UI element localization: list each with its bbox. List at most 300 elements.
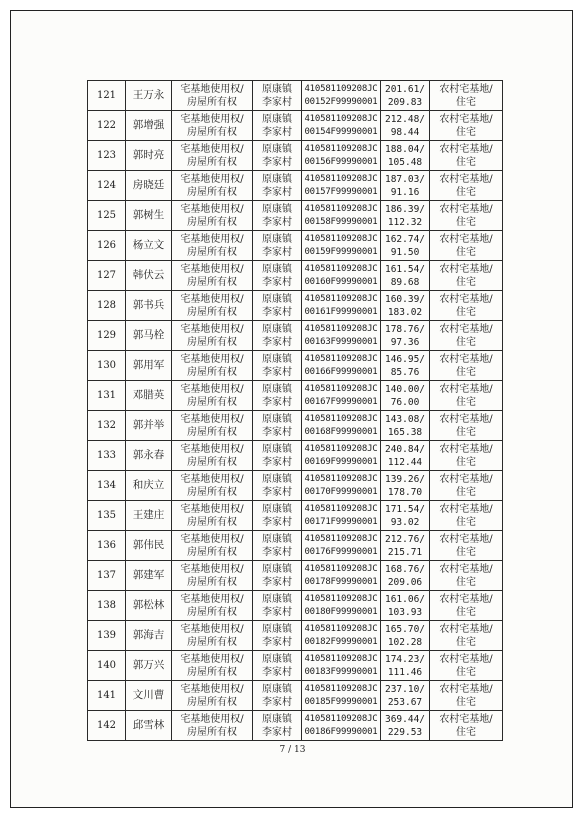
location-text: 原康镇: [262, 413, 292, 425]
parcel-code-cell: [302, 381, 381, 411]
land-use-text: 住宅: [456, 636, 476, 648]
area-text: 89.68: [390, 276, 420, 288]
table-row: [88, 381, 503, 411]
location-text: 原康镇: [262, 563, 292, 575]
right-type-text: 房屋所有权: [187, 606, 237, 618]
parcel-code-text: 410581109208JC: [304, 83, 378, 94]
right-type-text: 房屋所有权: [187, 156, 237, 168]
location-text: 原康镇: [262, 173, 292, 185]
land-use-cell: [430, 681, 503, 711]
land-use-text: 农村宅基地/: [439, 383, 493, 395]
area-text: 91.16: [390, 186, 420, 198]
land-use-cell: [430, 291, 503, 321]
land-use-cell: [430, 321, 503, 351]
right-type-text: 宅基地使用权/: [180, 293, 244, 305]
table-row: [88, 201, 503, 231]
owner-name-text: 房晓廷: [132, 179, 165, 191]
area-text: 209.83: [387, 96, 423, 108]
parcel-code-text: 00180F99990001: [304, 606, 378, 617]
table-row: [88, 681, 503, 711]
land-use-text: 住宅: [456, 486, 476, 498]
right-type-cell: [172, 681, 253, 711]
row-number-cell: [88, 291, 126, 321]
parcel-code-text: 00157F99990001: [304, 186, 378, 197]
area-cell: [381, 291, 430, 321]
land-use-text: 农村宅基地/: [439, 443, 493, 455]
right-type-text: 宅基地使用权/: [180, 113, 244, 125]
land-use-cell: [430, 201, 503, 231]
land-use-cell: [430, 651, 503, 681]
location-text: 李家村: [262, 396, 292, 408]
owner-name-cell: [126, 441, 172, 471]
table-row: [88, 411, 503, 441]
land-use-cell: [430, 561, 503, 591]
right-type-text: 宅基地使用权/: [180, 413, 244, 425]
location-text: 原康镇: [262, 443, 292, 455]
land-use-cell: [430, 711, 503, 741]
area-cell: [381, 471, 430, 501]
parcel-code-cell: [302, 621, 381, 651]
area-cell: [381, 441, 430, 471]
table-row: [88, 321, 503, 351]
row-number-cell: [88, 711, 126, 741]
right-type-text: 房屋所有权: [187, 636, 237, 648]
owner-name-cell: [126, 171, 172, 201]
right-type-text: 宅基地使用权/: [180, 203, 244, 215]
parcel-code-cell: [302, 411, 381, 441]
right-type-cell: [172, 351, 253, 381]
location-text: 李家村: [262, 246, 292, 258]
parcel-code-text: 410581109208JC: [304, 713, 378, 724]
area-text: 212.76/: [384, 533, 426, 545]
parcel-code-text: 00152F99990001: [304, 96, 378, 107]
land-use-text: 农村宅基地/: [439, 113, 493, 125]
area-text: 188.04/: [384, 143, 426, 155]
right-type-cell: [172, 141, 253, 171]
row-number-cell: [88, 201, 126, 231]
row-number-text: 142: [96, 720, 117, 731]
land-use-cell: [430, 591, 503, 621]
table-row: [88, 711, 503, 741]
owner-name-cell: [126, 111, 172, 141]
parcel-code-cell: [302, 261, 381, 291]
location-text: 李家村: [262, 636, 292, 648]
row-number-text: 128: [96, 300, 117, 311]
location-cell: [253, 81, 302, 111]
location-cell: [253, 231, 302, 261]
area-text: 97.36: [390, 336, 420, 348]
location-text: 李家村: [262, 606, 292, 618]
row-number-cell: [88, 261, 126, 291]
parcel-code-cell: [302, 81, 381, 111]
land-use-text: 农村宅基地/: [439, 563, 493, 575]
parcel-code-cell: [302, 141, 381, 171]
area-text: 160.39/: [384, 293, 426, 305]
row-number-cell: [88, 591, 126, 621]
location-text: 李家村: [262, 516, 292, 528]
location-text: 李家村: [262, 126, 292, 138]
owner-name-text: 郭马栓: [132, 329, 165, 341]
location-cell: [253, 441, 302, 471]
right-type-cell: [172, 81, 253, 111]
row-number-text: 138: [96, 600, 117, 611]
parcel-code-text: 410581109208JC: [304, 353, 378, 364]
location-cell: [253, 591, 302, 621]
right-type-text: 房屋所有权: [187, 726, 237, 738]
owner-name-text: 文川曹: [132, 689, 165, 701]
area-text: 178.76/: [384, 323, 426, 335]
area-cell: [381, 81, 430, 111]
table-row: [88, 291, 503, 321]
location-cell: [253, 471, 302, 501]
land-use-text: 住宅: [456, 456, 476, 468]
row-number-cell: [88, 111, 126, 141]
land-use-text: 农村宅基地/: [439, 143, 493, 155]
right-type-cell: [172, 411, 253, 441]
land-use-cell: [430, 441, 503, 471]
area-text: 240.84/: [384, 443, 426, 455]
right-type-cell: [172, 381, 253, 411]
location-cell: [253, 261, 302, 291]
area-text: 93.02: [390, 516, 420, 528]
location-text: 李家村: [262, 546, 292, 558]
parcel-code-cell: [302, 321, 381, 351]
land-use-cell: [430, 411, 503, 441]
row-number-cell: [88, 231, 126, 261]
area-text: 111.46: [387, 666, 423, 678]
parcel-code-cell: [302, 711, 381, 741]
location-text: 李家村: [262, 216, 292, 228]
location-cell: [253, 621, 302, 651]
right-type-text: 房屋所有权: [187, 426, 237, 438]
right-type-text: 房屋所有权: [187, 516, 237, 528]
owner-name-text: 郭万兴: [132, 659, 165, 671]
row-number-text: 141: [96, 690, 117, 701]
row-number-text: 126: [96, 240, 117, 251]
land-use-cell: [430, 171, 503, 201]
property-register-table: [87, 80, 503, 741]
land-use-text: 住宅: [456, 396, 476, 408]
right-type-text: 房屋所有权: [187, 696, 237, 708]
row-number-text: 131: [96, 390, 117, 401]
owner-name-text: 郭松林: [132, 599, 165, 611]
parcel-code-text: 00183F99990001: [304, 666, 378, 677]
right-type-text: 宅基地使用权/: [180, 83, 244, 95]
area-cell: [381, 531, 430, 561]
row-number-cell: [88, 621, 126, 651]
owner-name-cell: [126, 471, 172, 501]
parcel-code-text: 00156F99990001: [304, 156, 378, 167]
parcel-code-cell: [302, 561, 381, 591]
location-text: 原康镇: [262, 533, 292, 545]
page-number: 7 / 13: [279, 745, 306, 755]
right-type-cell: [172, 171, 253, 201]
area-cell: [381, 351, 430, 381]
right-type-text: 房屋所有权: [187, 486, 237, 498]
land-use-text: 住宅: [456, 246, 476, 258]
parcel-code-text: 00159F99990001: [304, 246, 378, 257]
parcel-code-cell: [302, 201, 381, 231]
area-text: 112.32: [387, 216, 423, 228]
parcel-code-cell: [302, 651, 381, 681]
table-row: [88, 591, 503, 621]
area-cell: [381, 381, 430, 411]
area-cell: [381, 261, 430, 291]
location-cell: [253, 651, 302, 681]
owner-name-cell: [126, 381, 172, 411]
right-type-cell: [172, 651, 253, 681]
row-number-text: 137: [96, 570, 117, 581]
right-type-text: 房屋所有权: [187, 216, 237, 228]
row-number-text: 140: [96, 660, 117, 671]
parcel-code-text: 410581109208JC: [304, 323, 378, 334]
land-use-cell: [430, 261, 503, 291]
owner-name-cell: [126, 501, 172, 531]
parcel-code-cell: [302, 171, 381, 201]
row-number-text: 129: [96, 330, 117, 341]
row-number-text: 134: [96, 480, 117, 491]
location-text: 李家村: [262, 276, 292, 288]
land-use-cell: [430, 471, 503, 501]
land-use-text: 农村宅基地/: [439, 503, 493, 515]
table-row: [88, 81, 503, 111]
location-text: 李家村: [262, 456, 292, 468]
land-use-text: 农村宅基地/: [439, 353, 493, 365]
land-use-text: 住宅: [456, 216, 476, 228]
right-type-cell: [172, 321, 253, 351]
land-use-text: 农村宅基地/: [439, 413, 493, 425]
area-text: 98.44: [390, 126, 420, 138]
right-type-cell: [172, 201, 253, 231]
row-number-text: 136: [96, 540, 117, 551]
location-text: 原康镇: [262, 383, 292, 395]
right-type-text: 宅基地使用权/: [180, 383, 244, 395]
table-body: [88, 81, 503, 741]
owner-name-cell: [126, 321, 172, 351]
row-number-cell: [88, 531, 126, 561]
land-use-text: 农村宅基地/: [439, 533, 493, 545]
land-use-text: 住宅: [456, 126, 476, 138]
land-use-text: 住宅: [456, 726, 476, 738]
owner-name-text: 郭建军: [132, 569, 165, 581]
land-use-text: 住宅: [456, 276, 476, 288]
right-type-text: 房屋所有权: [187, 306, 237, 318]
location-cell: [253, 501, 302, 531]
row-number-cell: [88, 561, 126, 591]
land-use-text: 农村宅基地/: [439, 203, 493, 215]
row-number-cell: [88, 411, 126, 441]
row-number-text: 130: [96, 360, 117, 371]
location-text: 原康镇: [262, 713, 292, 725]
area-cell: [381, 141, 430, 171]
land-use-cell: [430, 231, 503, 261]
parcel-code-text: 410581109208JC: [304, 113, 378, 124]
right-type-text: 宅基地使用权/: [180, 533, 244, 545]
row-number-cell: [88, 381, 126, 411]
area-text: 168.76/: [384, 563, 426, 575]
parcel-code-text: 00160F99990001: [304, 276, 378, 287]
owner-name-cell: [126, 621, 172, 651]
area-cell: [381, 591, 430, 621]
right-type-text: 宅基地使用权/: [180, 263, 244, 275]
area-text: 229.53: [387, 726, 423, 738]
row-number-cell: [88, 321, 126, 351]
owner-name-cell: [126, 261, 172, 291]
location-text: 李家村: [262, 486, 292, 498]
location-text: 原康镇: [262, 203, 292, 215]
owner-name-text: 郭伟民: [132, 539, 165, 551]
land-use-text: 农村宅基地/: [439, 683, 493, 695]
parcel-code-cell: [302, 441, 381, 471]
right-type-text: 房屋所有权: [187, 366, 237, 378]
area-text: 183.02: [387, 306, 423, 318]
row-number-cell: [88, 651, 126, 681]
right-type-text: 房屋所有权: [187, 246, 237, 258]
location-text: 李家村: [262, 576, 292, 588]
owner-name-cell: [126, 231, 172, 261]
land-use-text: 农村宅基地/: [439, 713, 493, 725]
area-text: 209.06: [387, 576, 423, 588]
land-use-text: 住宅: [456, 426, 476, 438]
land-use-text: 住宅: [456, 576, 476, 588]
owner-name-text: 王万永: [132, 89, 165, 101]
parcel-code-cell: [302, 471, 381, 501]
land-use-text: 住宅: [456, 666, 476, 678]
parcel-code-text: 00182F99990001: [304, 636, 378, 647]
row-number-cell: [88, 441, 126, 471]
right-type-text: 房屋所有权: [187, 396, 237, 408]
right-type-text: 宅基地使用权/: [180, 143, 244, 155]
parcel-code-text: 410581109208JC: [304, 143, 378, 154]
owner-name-cell: [126, 291, 172, 321]
land-use-text: 住宅: [456, 366, 476, 378]
parcel-code-text: 410581109208JC: [304, 293, 378, 304]
land-use-text: 农村宅基地/: [439, 233, 493, 245]
land-use-text: 住宅: [456, 156, 476, 168]
owner-name-cell: [126, 561, 172, 591]
owner-name-text: 王建庄: [132, 509, 165, 521]
owner-name-text: 郭书兵: [132, 299, 165, 311]
table-row: [88, 261, 503, 291]
area-text: 105.48: [387, 156, 423, 168]
area-text: 91.50: [390, 246, 420, 258]
parcel-code-text: 410581109208JC: [304, 383, 378, 394]
area-text: 85.76: [390, 366, 420, 378]
table-row: [88, 531, 503, 561]
row-number-cell: [88, 171, 126, 201]
area-text: 187.03/: [384, 173, 426, 185]
right-type-text: 宅基地使用权/: [180, 593, 244, 605]
location-cell: [253, 711, 302, 741]
parcel-code-text: 00170F99990001: [304, 486, 378, 497]
location-text: 原康镇: [262, 353, 292, 365]
area-cell: [381, 201, 430, 231]
land-use-cell: [430, 381, 503, 411]
area-text: 161.54/: [384, 263, 426, 275]
owner-name-cell: [126, 141, 172, 171]
parcel-code-text: 00168F99990001: [304, 426, 378, 437]
right-type-text: 宅基地使用权/: [180, 353, 244, 365]
location-text: 李家村: [262, 726, 292, 738]
table-row: [88, 471, 503, 501]
table-row: [88, 561, 503, 591]
land-use-text: 农村宅基地/: [439, 83, 493, 95]
parcel-code-cell: [302, 111, 381, 141]
table-row: [88, 141, 503, 171]
land-use-text: 农村宅基地/: [439, 323, 493, 335]
row-number-text: 135: [96, 510, 117, 521]
area-text: 162.74/: [384, 233, 426, 245]
location-cell: [253, 291, 302, 321]
location-text: 原康镇: [262, 653, 292, 665]
table-row: [88, 501, 503, 531]
area-cell: [381, 621, 430, 651]
location-text: 原康镇: [262, 143, 292, 155]
land-use-text: 住宅: [456, 186, 476, 198]
area-text: 201.61/: [384, 83, 426, 95]
area-cell: [381, 681, 430, 711]
owner-name-text: 郭树生: [132, 209, 165, 221]
land-use-text: 住宅: [456, 606, 476, 618]
location-text: 原康镇: [262, 683, 292, 695]
right-type-text: 房屋所有权: [187, 276, 237, 288]
land-use-text: 住宅: [456, 546, 476, 558]
right-type-text: 宅基地使用权/: [180, 653, 244, 665]
location-text: 李家村: [262, 426, 292, 438]
right-type-text: 房屋所有权: [187, 186, 237, 198]
row-number-text: 123: [96, 150, 117, 161]
parcel-code-text: 00154F99990001: [304, 126, 378, 137]
area-cell: [381, 561, 430, 591]
parcel-code-text: 00185F99990001: [304, 696, 378, 707]
parcel-code-text: 410581109208JC: [304, 533, 378, 544]
location-text: 原康镇: [262, 503, 292, 515]
parcel-code-text: 00166F99990001: [304, 366, 378, 377]
parcel-code-text: 410581109208JC: [304, 563, 378, 574]
table-row: [88, 621, 503, 651]
parcel-code-text: 410581109208JC: [304, 443, 378, 454]
right-type-cell: [172, 621, 253, 651]
owner-name-cell: [126, 591, 172, 621]
parcel-code-text: 00158F99990001: [304, 216, 378, 227]
owner-name-cell: [126, 411, 172, 441]
row-number-text: 122: [96, 120, 117, 131]
right-type-cell: [172, 231, 253, 261]
right-type-cell: [172, 711, 253, 741]
owner-name-cell: [126, 531, 172, 561]
right-type-text: 房屋所有权: [187, 666, 237, 678]
parcel-code-text: 410581109208JC: [304, 233, 378, 244]
owner-name-text: 郭时亮: [132, 149, 165, 161]
area-text: 165.70/: [384, 623, 426, 635]
location-text: 原康镇: [262, 233, 292, 245]
row-number-cell: [88, 81, 126, 111]
parcel-code-text: 410581109208JC: [304, 503, 378, 514]
right-type-text: 宅基地使用权/: [180, 623, 244, 635]
land-use-text: 农村宅基地/: [439, 293, 493, 305]
right-type-text: 宅基地使用权/: [180, 683, 244, 695]
parcel-code-cell: [302, 531, 381, 561]
land-use-text: 住宅: [456, 696, 476, 708]
area-text: 139.26/: [384, 473, 426, 485]
land-use-cell: [430, 351, 503, 381]
row-number-cell: [88, 141, 126, 171]
right-type-text: 房屋所有权: [187, 336, 237, 348]
area-text: 253.67: [387, 696, 423, 708]
table-row: [88, 111, 503, 141]
land-use-text: 住宅: [456, 336, 476, 348]
right-type-text: 房屋所有权: [187, 96, 237, 108]
